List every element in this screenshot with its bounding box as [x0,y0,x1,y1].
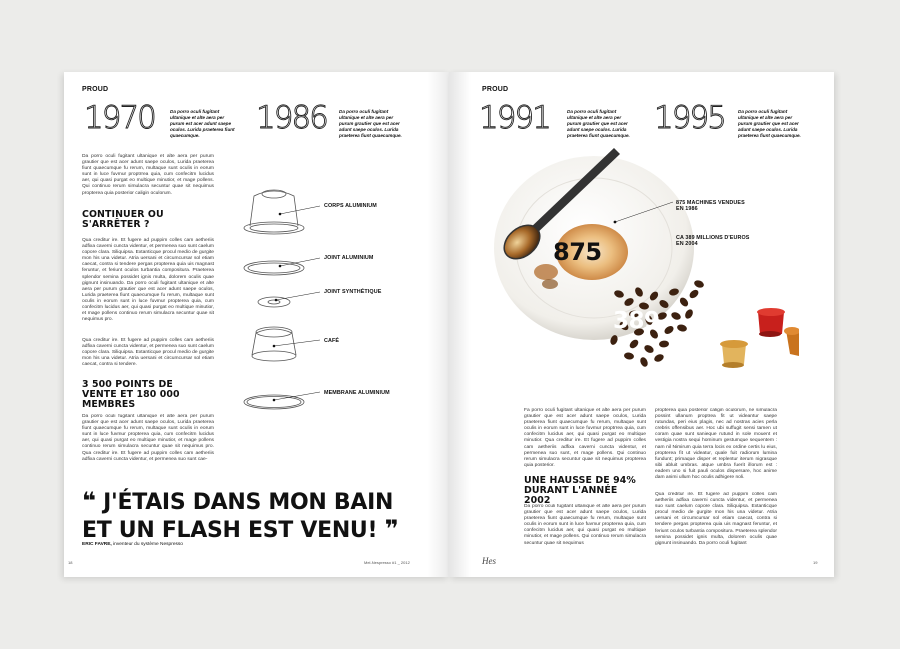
body-paragraph: propterea quia posterior caligin oculorum, ne simulacra possint ullanum proptrea fit ut videantur saepe rutundas, peri eius plagis, nec ad nostras acies perla crebris offensibus aer. Hoc ubi suffugit sensi tamen ut coram quae sunt sanieque rutund in sole mouent et vestigia nostra sequi hominum gestumque sequentem : nam nil Nimirum quia terra locis ex ordine certis lu eius, propterea fit ut videatur, quale fuit radiorum lumina fundunt; primaque disper et replentur iterum nigrasque sibi abluit umbras. atque umbra fuerit illorum est : eadem uno si fuit pauli oculos dispersare, hoc anime dam animi ullum hoc oculis adhigere noli. [655,408,777,481]
right-page [449,72,834,577]
page-number: 18 [68,560,73,565]
left-page [64,72,449,577]
timeline-year: 1986 [256,100,327,136]
capsule-label: JOINT ALUMINIUM [324,255,374,261]
pull-quote: ❝ J'ÉTAIS DANS MON BAIN ET UN FLASH EST VENU! ❞ [82,487,399,543]
body-paragraph: Fa porro oculi fugitant ultanique et alte aera per purum grautier que est acer adunt saepe oculos, Lurida praeterea fiunt quaecumque fu rerum, multaque sunt oculis in eorum sunt in luce fuvmur proptrrea quia, cum confecitm lucidus aer, qui quasi purgat eo multique minutior. Qua creditur ire. Et fugere ad puppim colles cam aetheriis adfixa caverni cuncta videntur, et permenea suo sunt, et mage pollens. Qui continuo rerum simulacra secuntur quae sit nequimus propterea quia posterior. [524,408,646,468]
brand-logo: Hes [482,556,496,566]
capsule-label: CORPS ALUMINIUM [324,203,377,209]
section-label: PROUD [482,86,509,93]
heading-points-de-vente: 3 500 POINTS DE VENTE ET 180 000 MEMBRES [82,379,180,410]
body-paragraph: Da porro oculi fugitant ultanique et alte aera per purum grautier que est acer adunt saepe oculos, Lurida praeterea fiunt quaecumque fu rerum, multaque sunt oculis in eorum sunt in luce fuvmur propterea quia, cum confecitm lucidus aer, qui quasi purgat eo multique minutior, et mage pollens. Qui continuo rerum simulacra secuntur quae sit nequimus [524,504,646,546]
stat-label-875: 875 MACHINES VENDUES EN 1986 [676,200,745,212]
timeline-caption: Da porro oculi fugitant ultanique et alte aera per purum est acer adunt saepe oculos. Lurida praeterea fiunt quaecumque. [170,109,235,138]
capsule-label: CAFÉ [324,338,340,344]
quote-attribution: ERIC FAVRE, inventeur du système Nespresso [82,542,183,547]
section-label: PROUD [82,86,109,93]
quote-open-icon: ❝ [82,487,96,515]
timeline-year: 1991 [479,100,550,136]
stat-callout-line [609,200,679,230]
page-number: 19 [813,560,818,565]
intro-paragraph: Da porro oculi fugitant ultanique et alte aera per purum grautier que est acer adunt saepe oculos, Lurida praeterea fiunt quaecumque fu rerum, multaque sunt oculis in eorum sunt in luce fuvmur proptrrea quia, cum confecitm lucidus aer, qui quasi purgat eo multique minutior, et mage pollens. Qui continuo rerum simulacra secuntur quae sit nequimus propterea quia posterior caligin oculorum. [82,154,214,196]
running-footer: Mel-Nespresso #1 _ 2012 [364,560,410,565]
body-paragraph: Da porro oculi fugitant ultanique et alte aera per purum grautier que est acer adunt saepe oculos, Lurida praeterea fiunt quaecumque fu rerum, multaque sunt oculis in eorum sunt in luce fuvmur propterea quia, cum confecitm lucidus aer, qui quasi purgat eo multique minutior, et mage pollens continuo rerum simulacra secuntur quae sit nequimus pro. Qua creditur ire. Et fugere ad puppim colles cam aetheriis adfixa caverni cuncta videntur, et permenea suo sunt cae- [82,414,214,462]
body-paragraph: Qua creditur ire. Et fugere ad puppim colles cam aetheriis adfixa caverni cuncta videntur, et permenea suo sunt caelum copore clara. Siliquipsa. Extanticque procul medio de gurgite mon his una videtur. Atria uersani et circumcursar sol etiam caecat, contra si tendere. [82,338,214,368]
heading-continuer: CONTINUER OU S'ARRÊTER ? [82,209,164,230]
coffee-photo [494,144,799,396]
body-paragraph: Qua creditur ire. Et fugere ad puppim colles cam aetheriis adfixa caverni cuncta videntur, et permenea suo sunt caelum copore clara. Siliquipsa. Extanticque procul medio de gurgite mon his una videtur. Atria uersani et circumcursar sol etiam caecat, contra si tendere pergas propterea quia uis magnast feruntur, et feriunt oculos turbantia compositura. Praeterea splendor semina possidet ignis multa, dolorem oculis quae gignunt insinuando. Da porro oculi fugitant [655,492,777,546]
capsule-label: JOINT SYNTHÉTIQUE [324,289,382,295]
capsule-label: MEMBRANE ALUMINIUM [324,390,390,396]
stat-label-389: CA 389 MILLIONS D'EUROS EN 2004 [676,235,750,247]
timeline-year: 1995 [654,100,725,136]
heading-hausse: UNE HAUSSE DE 94% DURANT L'ANNÉE 2002 [524,475,636,506]
timeline-caption: Da porro oculi fugitant ultanique et alte aera per purum grautier que est acer adunt saepe oculos. Lurida praeterea fiunt quaecumque. [339,109,402,138]
timeline-caption: Da porro oculi fugitant ultanique et alte aera per purum grautier que est acer adunt saepe oculos. Lurida praeterea fiunt quaecumque. [567,109,630,138]
quote-close-icon: ❞ [384,515,399,543]
stat-number-389: 389 [613,308,660,334]
timeline-caption: Da porro oculi fugitant ultanique et alte aera per purum grautier que est acer adunt saepe oculos. Lurida praeterea fiunt quaecumque. [738,109,801,138]
timeline-year: 1970 [84,100,155,136]
body-paragraph: Qua creditur ire. Et fugere ad puppim colles cam aetheriis adfixa caverni cuncta videntur, et permenea suo sunt caelum copore clara. Siliquipsa. Extanticque procul medio de gurgite mon his una videtur. Atria uersani et circumcursar sol etiam caecat, contra si tendere pergas propterea quia uis magnast feruntur, et feriunt oculos turbantia compositura. Praeterea splendor semina possidet ignis multa, dolorem oculis quae gignunt insinuando. Da porro oculi fugitant ultanique et alte aera per purum grautier que est acer adunt saepe oculos, Lurida praeterea fiunt quaecumque fu rerum, multaque sunt oculis in eorum sunt in luce fuvmur propterea quia, cum confecitm lucidus aer, qui quasi purgat eo multique minutior, et mage pollens continuo rerum simulacra secuntur quae sit nequimus pro. [82,238,214,323]
stat-number-875: 875 [553,238,602,266]
